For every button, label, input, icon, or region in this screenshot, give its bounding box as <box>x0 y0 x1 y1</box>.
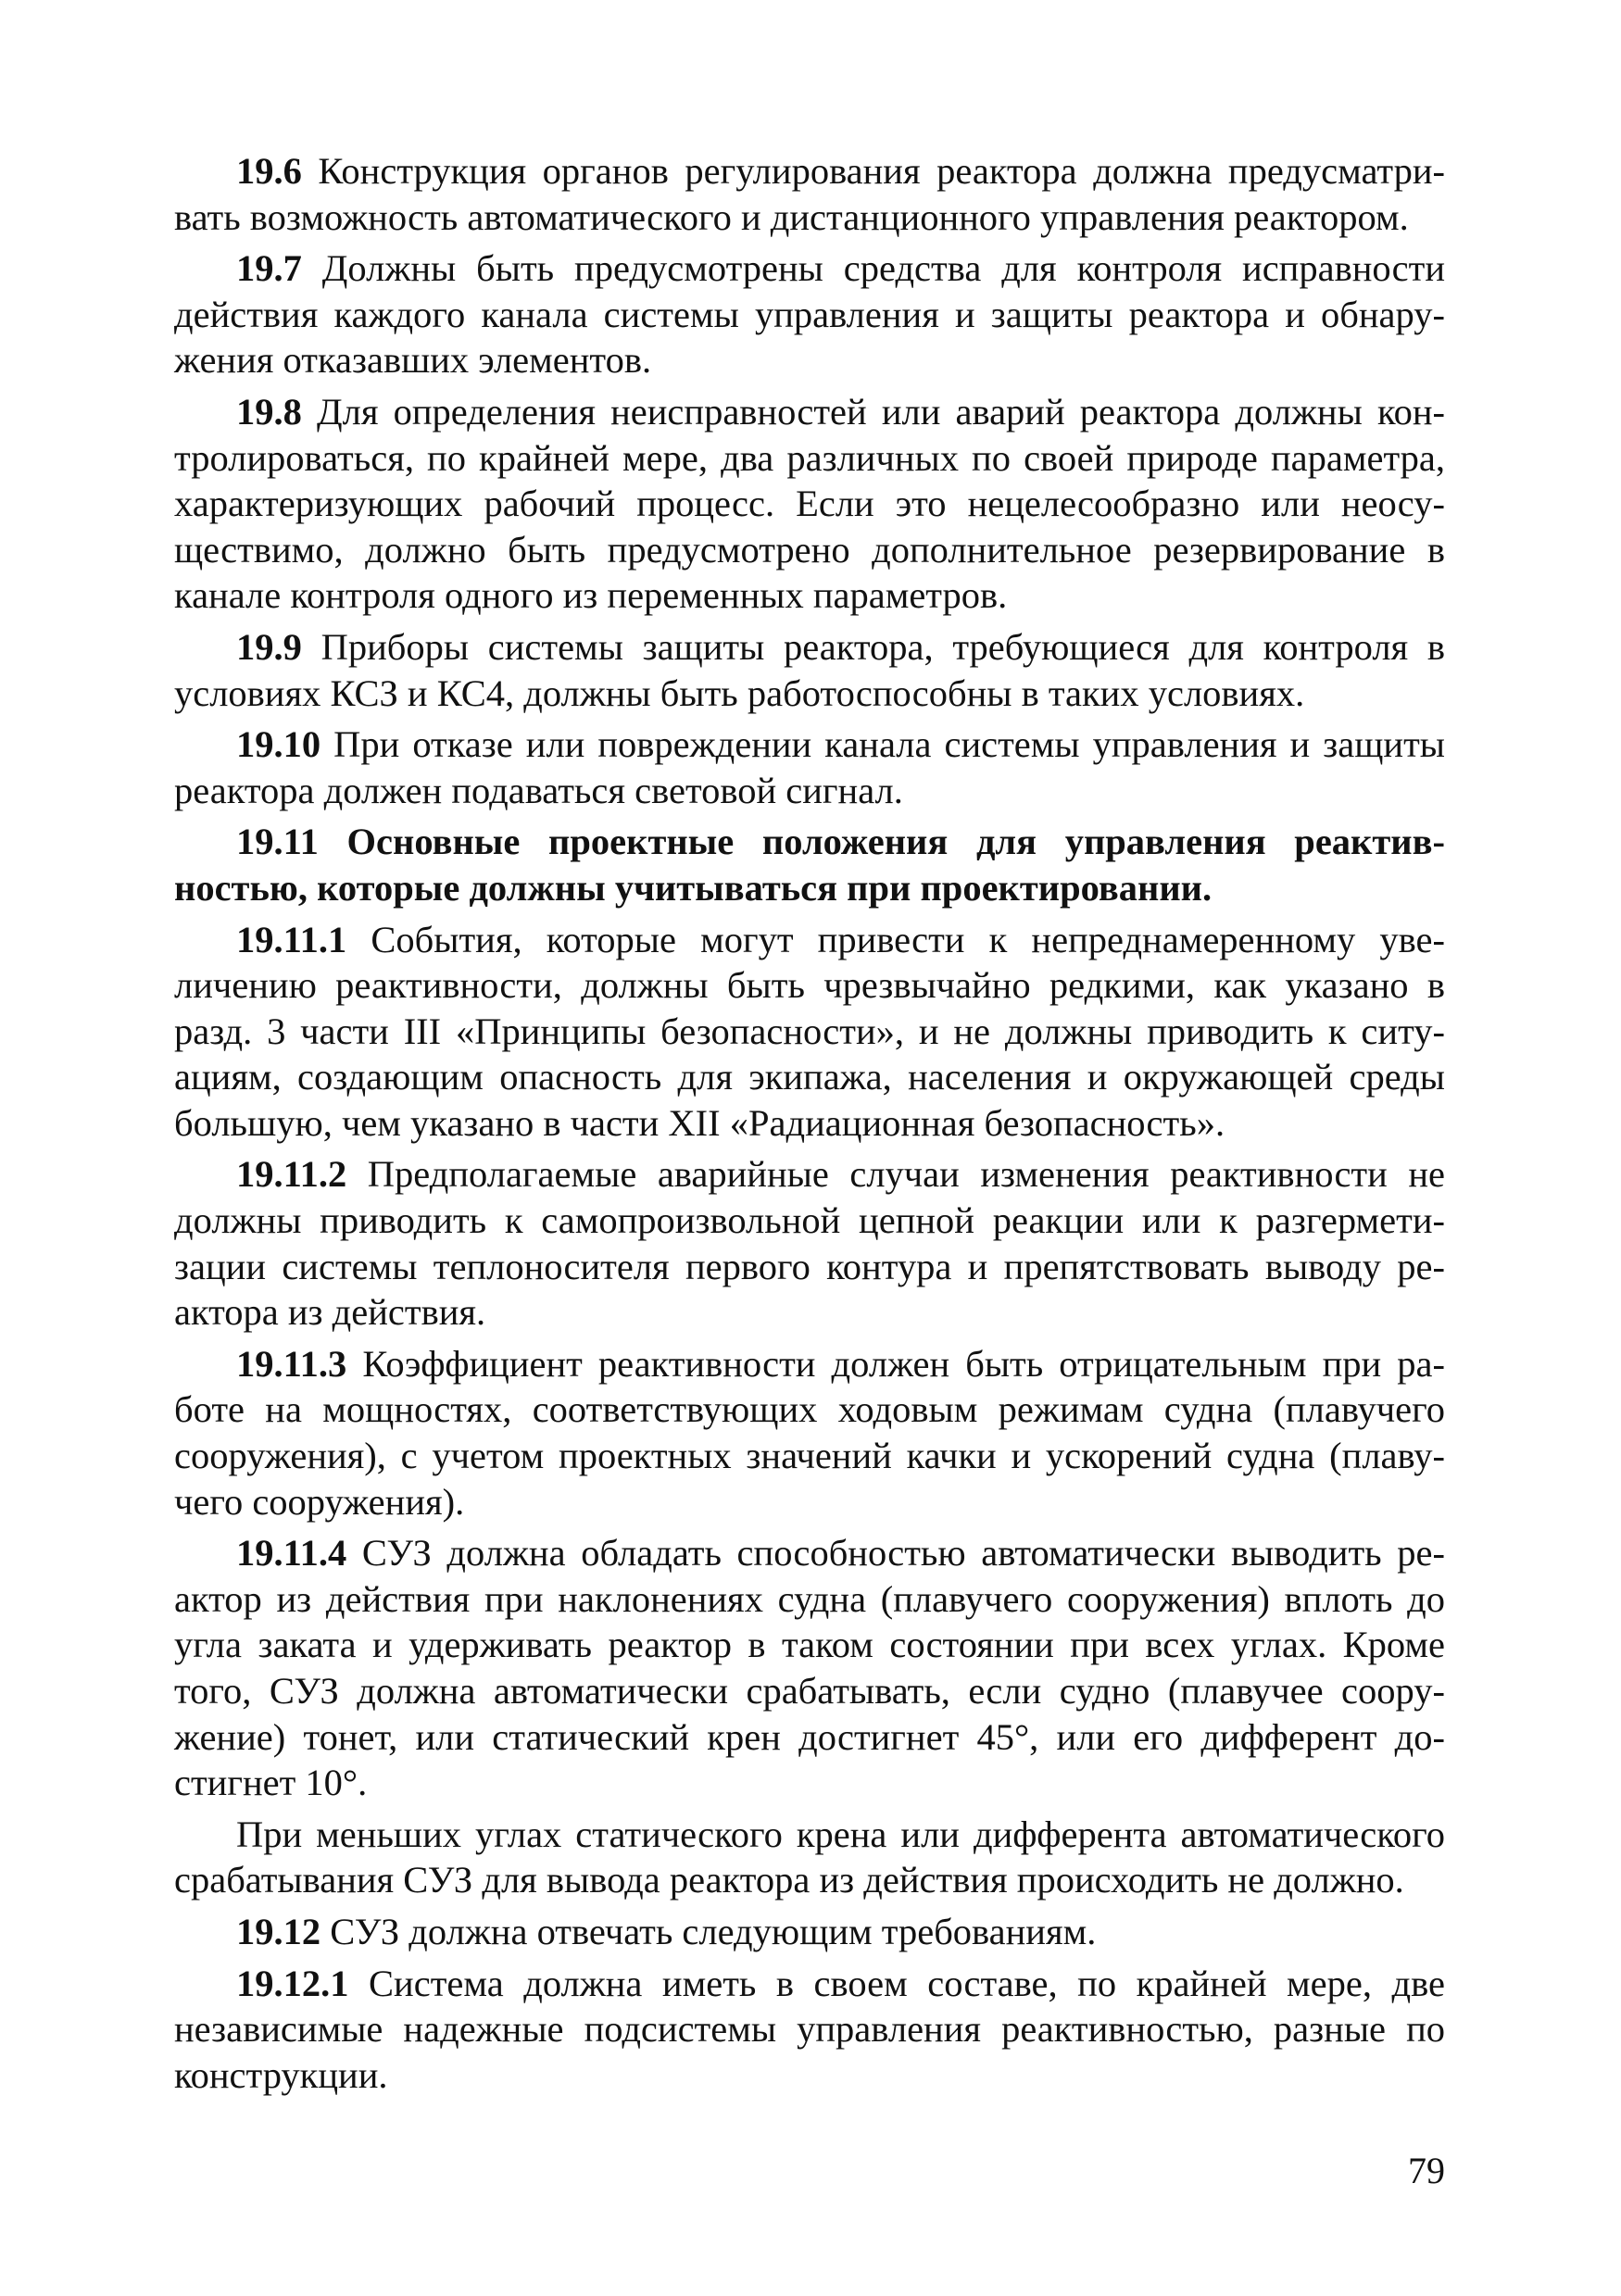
paragraph-text: События, которые могут привести к непреднамеренному увеличению реактивности, должны быть чрезвычайно редкими, как указано в разд. 3 части III «Принципы безопасности», и не должны приводить к ситуациям, создающим опасность для экипажа, населения и окружающей среды большую, чем указано в части XII «Радиационная безопасность». <box>174 918 1445 1144</box>
paragraph-text: Конструкция органов регулирования реактора должна предусматривать возможность автоматического и дистанционного управления реактором. <box>174 150 1445 238</box>
paragraph-19-11-4 <box>174 1530 1445 1806</box>
paragraph-19-10 <box>174 721 1445 813</box>
document-body <box>174 148 1445 2103</box>
paragraph-text: Система должна иметь в своем составе, по крайней мере, две независимые надежные подсистемы управления реактивностью, разные по конструкции. <box>174 1962 1445 2096</box>
clause-number: 19.10 <box>236 723 321 766</box>
clause-number: 19.8 <box>236 390 302 433</box>
paragraph-text: Для определения неисправностей или аварий реактора должны контролироваться, по крайней мере, два различных по своей природе параметра, характеризующих рабочий процесс. Если это нецелесообразно или неосуществимо, должно быть предусмотрено дополнительное резервирование в канале контроля одного из переменных параметров. <box>174 390 1445 617</box>
clause-number: 19.11.3 <box>236 1342 347 1385</box>
paragraph-19-11-3 <box>174 1341 1445 1524</box>
clause-number: 19.11.4 <box>236 1532 347 1575</box>
paragraph-text: СУЗ должна обладать способностью автоматически выводить реактор из действия при наклонениях судна (плавучего сооружения) вплоть до угла заката и удерживать реактор в таком состоянии при всех углах. Кроме того, СУЗ должна автоматически срабатывать, если судно (плавучее сооружение) тонет, или статический крен достигнет 45°, или его дифферент достигнет 10°. <box>174 1532 1445 1804</box>
paragraph-19-12 <box>174 1909 1445 1955</box>
clause-number: 19.11.1 <box>236 918 347 960</box>
clause-number: 19.11 <box>236 821 319 863</box>
clause-number: 19.9 <box>236 625 302 668</box>
paragraph-text: Предполагаемые аварийные случаи изменения реактивности не должны приводить к самопроизвольной цепной реакции или к разгерметизации системы теплоносителя первого контура и препятствовать выводу реактора из действия. <box>174 1153 1445 1334</box>
paragraph-text: Приборы системы защиты реактора, требующиеся для контроля в условиях КСЗ и КС4, должны быть работоспособны в таких условиях. <box>174 625 1445 714</box>
clause-number: 19.11.2 <box>236 1153 347 1196</box>
paragraph-continuation <box>174 1812 1445 1903</box>
clause-number: 19.12 <box>236 1910 321 1952</box>
paragraph-text: При отказе или повреждении канала системы управления и защиты реактора должен подаваться световой сигнал. <box>174 723 1445 811</box>
paragraph-19-11-2 <box>174 1151 1445 1335</box>
clause-number: 19.6 <box>236 150 302 192</box>
heading-text: Основные проектные положения для управления реактивностью, которые должны учитываться при проектировании. <box>174 821 1445 909</box>
paragraph-19-8 <box>174 389 1445 619</box>
paragraph-text: СУЗ должна отвечать следующим требованиям. <box>320 1910 1097 1952</box>
section-heading-19-11 <box>174 819 1445 910</box>
paragraph-text: Должны быть предусмотрены средства для контроля исправности действия каждого канала системы управления и защиты реактора и обнаружения отказавших элементов. <box>174 247 1445 382</box>
paragraph-19-7 <box>174 245 1445 383</box>
paragraph-19-11-1 <box>174 917 1445 1147</box>
page-number: 79 <box>1408 2150 1445 2191</box>
clause-number: 19.12.1 <box>236 1962 349 2004</box>
paragraph-19-9 <box>174 624 1445 716</box>
paragraph-19-12-1 <box>174 1961 1445 2099</box>
paragraph-text: Коэффициент реактивности должен быть отрицательным при работе на мощностях, соответствующих ходовым режимам судна (плавучего сооружения), с учетом проектных значений качки и ускорений судна (плавучего сооружения). <box>174 1342 1445 1523</box>
paragraph-text: При меньших углах статического крена или дифферента автоматического срабатывания СУЗ для вывода реактора из действия происходить не должно. <box>174 1813 1445 1901</box>
clause-number: 19.7 <box>236 247 302 290</box>
paragraph-19-6 <box>174 148 1445 240</box>
